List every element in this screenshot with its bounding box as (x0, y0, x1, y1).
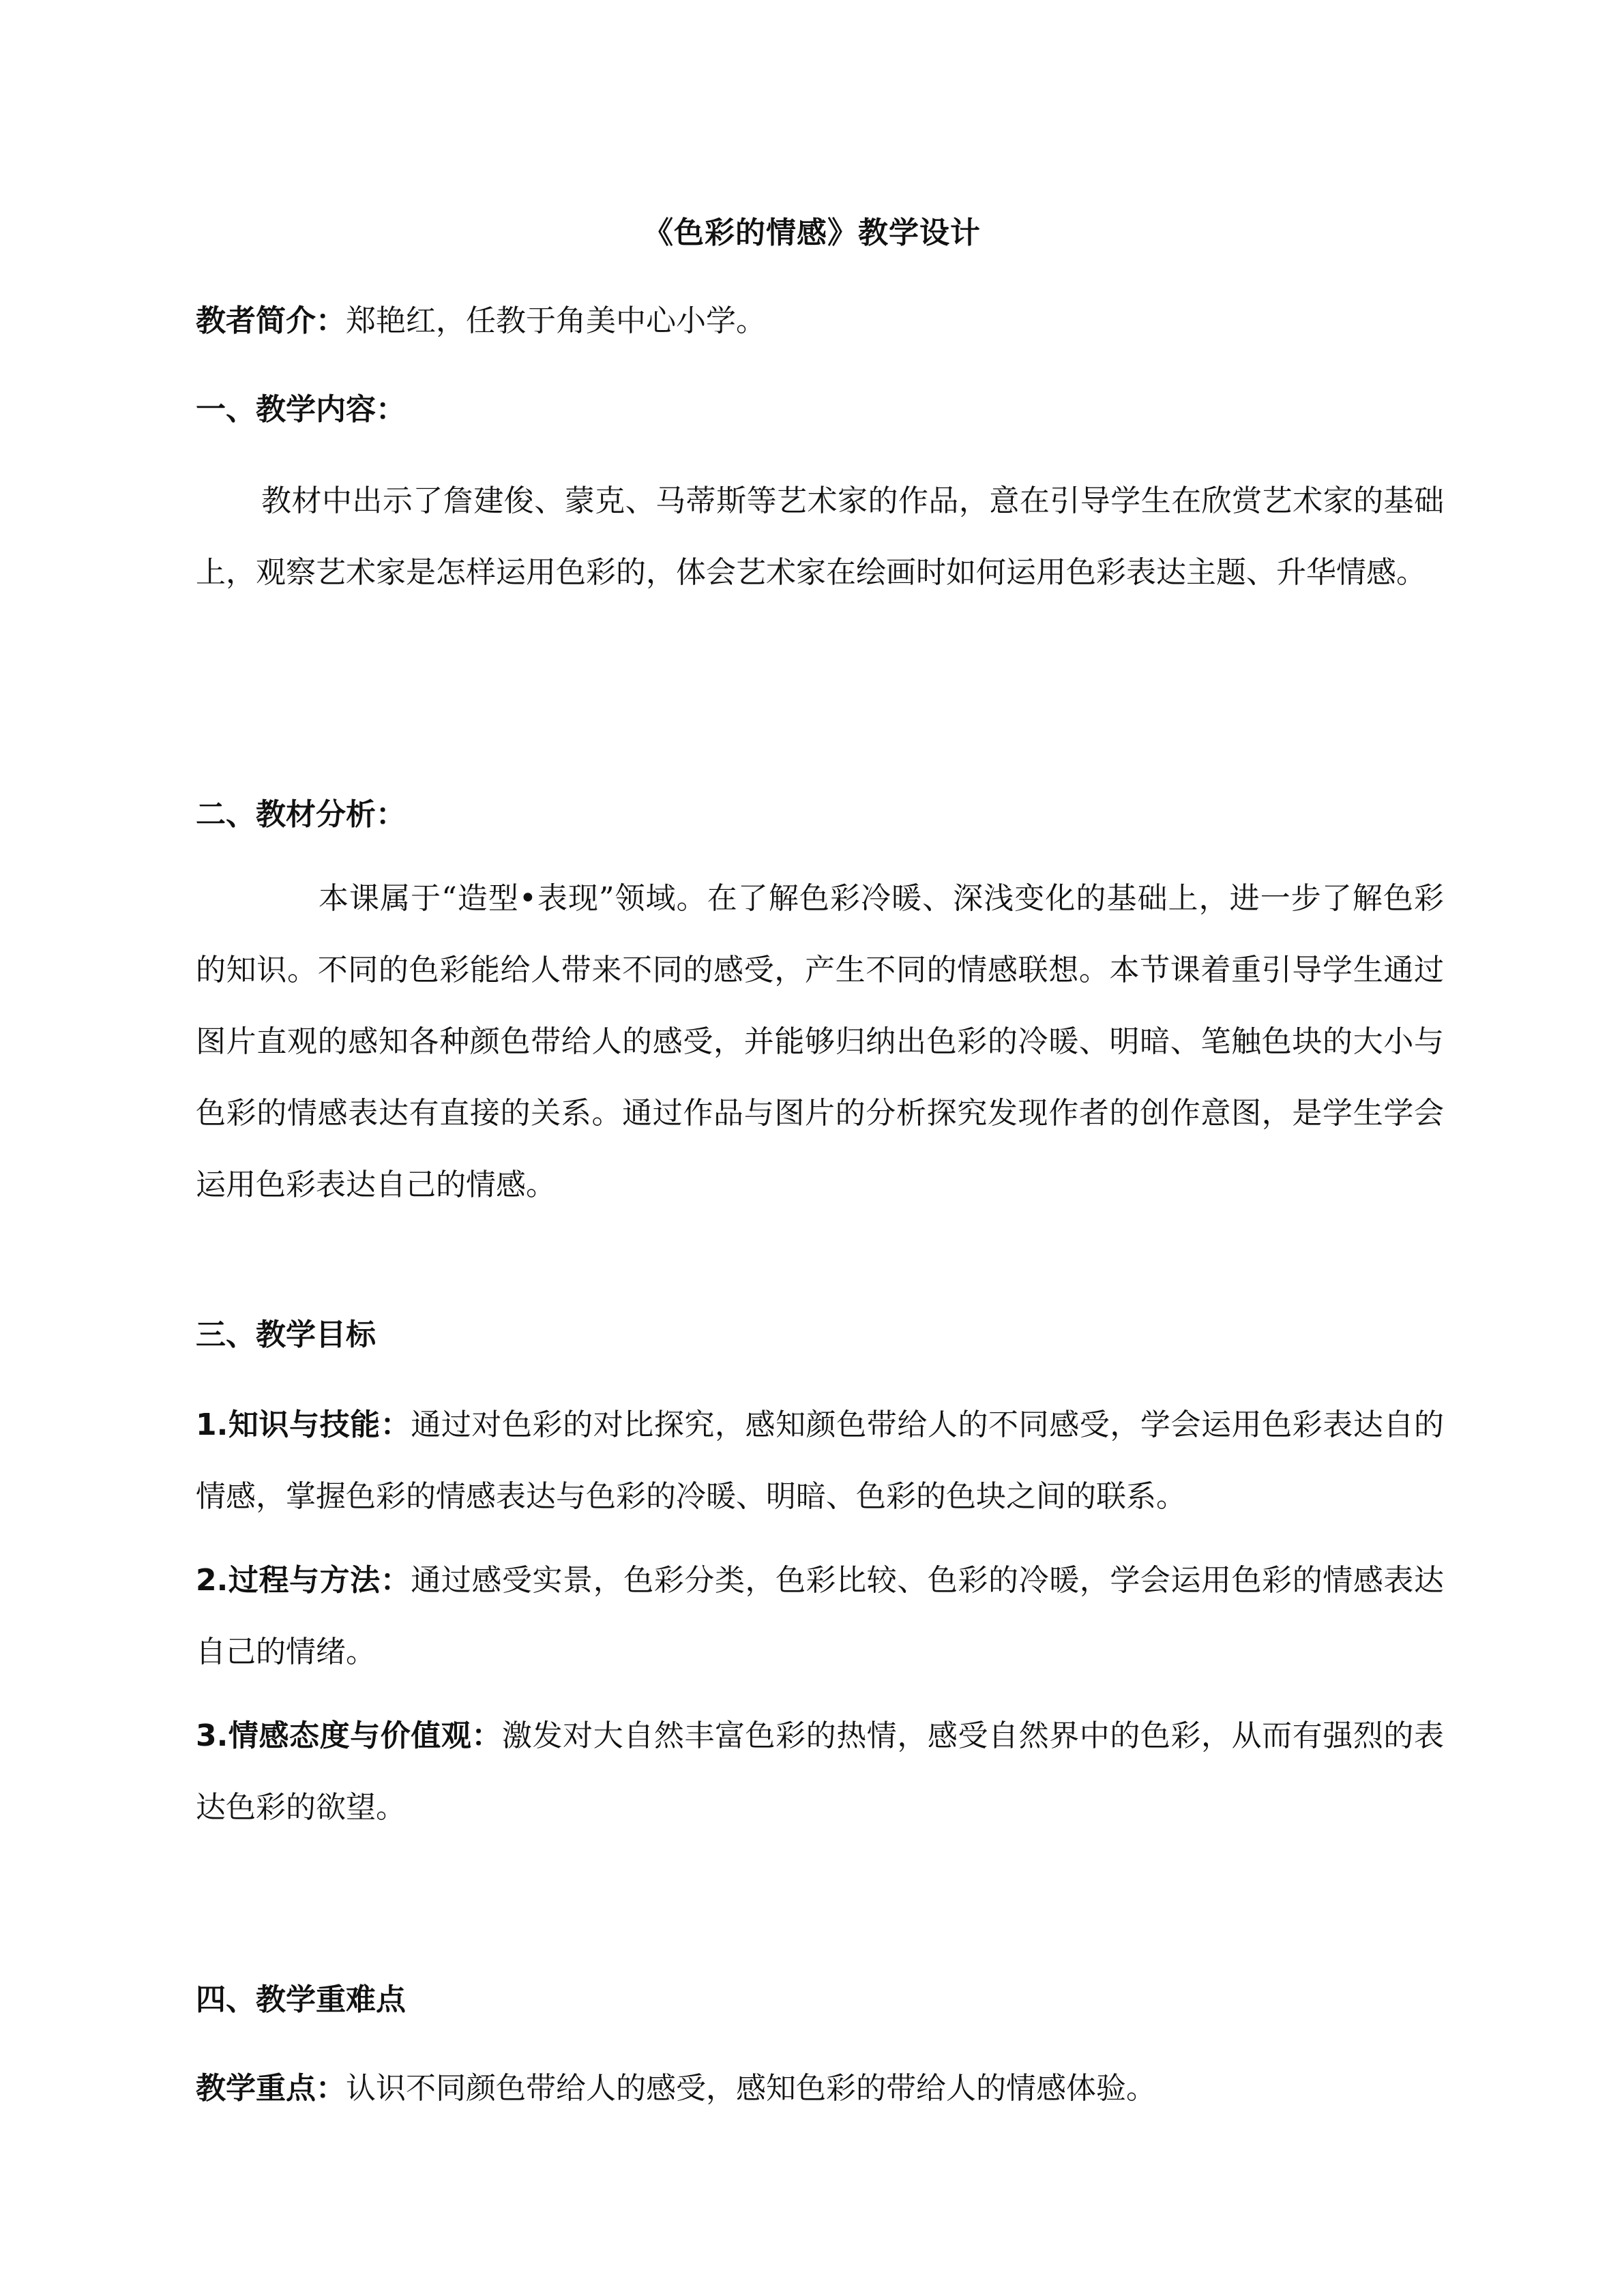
section-heading-key-points: 四、教学重难点 (196, 1982, 406, 2017)
section-analysis-paragraph: 本课属于“造型•表现”领域。在了解色彩冷暖、深浅变化的基础上，进一步了解色彩的知识。不同的色彩能给人带来不同的感受，产生不同的情感联想。本节课着重引导学生通过图片直观的感知各种颜色带给人的感受，并能够归纳出色彩的冷暖、明暗、笔触色块的大小与色彩的情感表达有直接的关系。通过作品与图片的分析探究发现作者的创作意图，是学生学会运用色彩表达自己的情感。 (196, 881, 1444, 1202)
section-heading-content: 一、教学内容： (196, 392, 406, 427)
objective-item-2 (196, 1545, 1444, 1688)
objective-text-2: 通过感受实景，色彩分类，色彩比较、色彩的冷暖，学会运用色彩的情感表达自己的情绪。 (196, 1563, 1444, 1669)
teacher-intro (196, 285, 1444, 357)
objective-item-3 (196, 1700, 1444, 1843)
key-point (196, 2053, 1444, 2124)
teacher-intro-label: 教者简介： (196, 303, 346, 338)
objective-label-1: 1.知识与技能： (196, 1407, 411, 1442)
objective-text-3: 激发对大自然丰富色彩的热情，感受自然界中的色彩，从而有强烈的表达色彩的欲望。 (196, 1718, 1444, 1825)
objective-text-1: 通过对色彩的对比探究，感知颜色带给人的不同感受，学会运用色彩表达自的情感，掌握色彩的情感表达与色彩的冷暖、明暗、色彩的色块之间的联系。 (196, 1407, 1444, 1514)
objective-label-2: 2.过程与方法： (196, 1563, 411, 1598)
section-content-paragraph: 教材中出示了詹建俊、蒙克、马蒂斯等艺术家的作品，意在引导学生在欣赏艺术家的基础上，观察艺术家是怎样运用色彩的，体会艺术家在绘画时如何运用色彩表达主题、升华情感。 (196, 483, 1444, 590)
section-heading-analysis: 二、教材分析： (196, 797, 406, 832)
objective-label-3: 3.情感态度与价值观： (196, 1718, 502, 1753)
teacher-intro-text: 郑艳红，任教于角美中心小学。 (346, 303, 766, 338)
document-title: 《色彩的情感》教学设计 (643, 215, 981, 250)
section-heading-objectives: 三、教学目标 (196, 1317, 376, 1352)
key-point-text: 认识不同颜色带给人的感受，感知色彩的带给人的情感体验。 (346, 2071, 1156, 2106)
objective-item-1 (196, 1389, 1444, 1532)
key-point-label: 教学重点： (196, 2071, 346, 2106)
